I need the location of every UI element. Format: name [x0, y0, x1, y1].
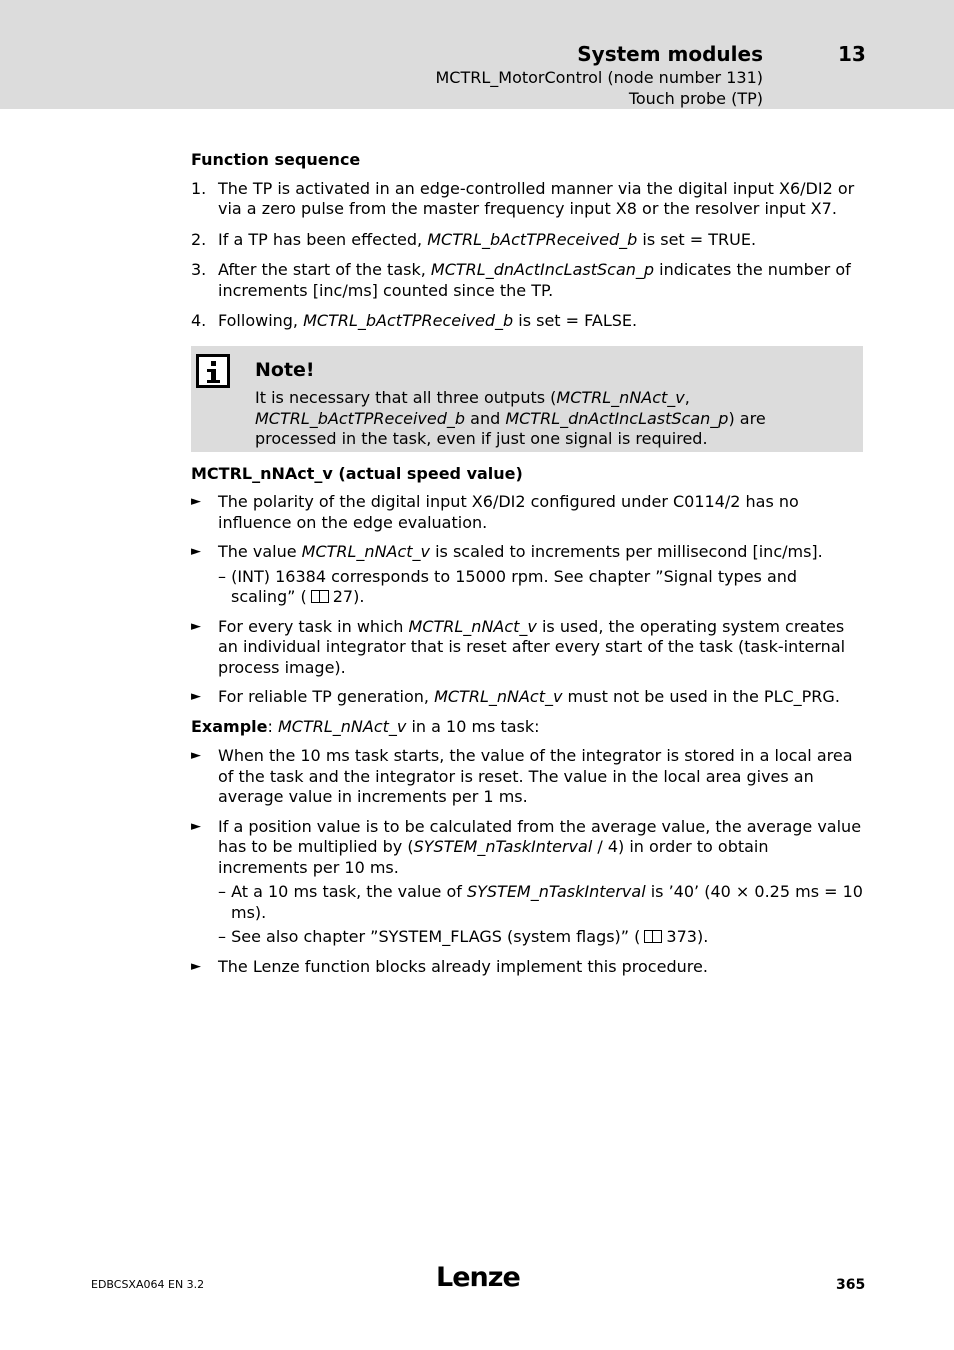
- item-text: For every task in which: [218, 616, 409, 636]
- variable-name: MCTRL_bActTPReceived_b: [427, 229, 638, 249]
- item-text: Following,: [218, 311, 304, 330]
- variable-name: MCTRL_nNAct_v: [278, 716, 407, 736]
- note-text: It is necessary that all three outputs (MCTRL_nNAct_v, MCTRL_bActTPReceived_b and MCTRL_dnActIncLastScan_p) are processed in the task, even if just one signal is required.: [255, 388, 766, 448]
- nnact-list: [191, 492, 863, 708]
- list-item: [191, 687, 863, 708]
- item-text: After the start of the task,: [218, 260, 431, 279]
- sub-item: – (INT) 16384 corresponds to 15000 rpm. See chapter ”Signal types and scaling” ( 27).: [218, 566, 798, 606]
- variable-name: MCTRL_dnActIncLastScan_p: [430, 260, 655, 279]
- page-reference[interactable]: 373: [666, 927, 697, 946]
- variable-name: SYSTEM_nTaskInterval: [413, 837, 593, 856]
- item-number: 1.: [191, 178, 207, 198]
- example-label: Example: [191, 716, 268, 736]
- item-text: The TP is activated in an edge-controlled manner via the digital input X6/DI2 or via a zero pulse from the master frequency input X8 or the resolver input X7.: [218, 178, 855, 218]
- list-item: [191, 542, 863, 608]
- item-text: must not be used in the PLC_PRG.: [562, 687, 840, 706]
- header-band: [0, 0, 954, 109]
- item-text: is set = FALSE.: [513, 311, 638, 330]
- bullet-arrow-icon: ►: [191, 748, 201, 763]
- list-item: [191, 179, 863, 220]
- sub-item: – At a 10 ms task, the value of SYSTEM_nTaskInterval is ’40’ (40 × 0.25 ms = 10 ms).: [218, 882, 863, 922]
- book-icon: [311, 590, 329, 603]
- item-text: is set = TRUE.: [637, 229, 757, 249]
- example-line: Example: MCTRL_nNAct_v in a 10 ms task:: [191, 716, 540, 736]
- page-number: 365: [836, 1277, 866, 1293]
- nnact-heading: MCTRL_nNAct_v (actual speed value): [191, 463, 523, 483]
- variable-name: MCTRL_nNAct_v: [434, 687, 563, 706]
- bullet-arrow-icon: ►: [191, 818, 201, 834]
- variable-name: MCTRL_bActTPReceived_b: [303, 311, 514, 330]
- item-number: 2.: [191, 229, 207, 249]
- item-text: / 4) in order to obtain increments per 10 ms.: [218, 837, 769, 877]
- note-title: Note!: [255, 358, 315, 381]
- list-item: [191, 492, 863, 533]
- list-item: [191, 260, 863, 301]
- function-sequence-heading: Function sequence: [191, 150, 361, 169]
- item-text: is used, the operating system creates an individual integrator that is reset after every start of the task (task-internal process image).: [218, 616, 846, 677]
- item-text: If a position value is to be calculated from the average value, the average value has to be multiplied by (: [218, 816, 862, 856]
- item-text: If a TP has been effected,: [218, 229, 428, 249]
- section-title: System modules: [577, 42, 763, 66]
- list-item: [191, 311, 863, 332]
- subsection-subtitle: Touch probe (TP): [628, 89, 763, 108]
- item-text: The value: [218, 542, 302, 561]
- lenze-logo: Lenze: [436, 1262, 520, 1293]
- page-reference[interactable]: 27: [332, 587, 354, 606]
- list-item: [191, 230, 863, 251]
- bullet-arrow-icon: ►: [191, 958, 201, 974]
- function-sequence-list: [191, 179, 863, 332]
- item-text: When the 10 ms task starts, the value of the integrator is stored in a local area of the task and the integrator is reset. The value in the local area gives an average value in increments per 1 ms.: [218, 746, 853, 806]
- section-subtitle: MCTRL_MotorControl (node number 131): [435, 68, 763, 87]
- list-item: [191, 957, 863, 978]
- list-item: [191, 617, 863, 679]
- book-icon: [644, 930, 662, 943]
- item-number: 4.: [191, 311, 207, 330]
- bullet-arrow-icon: ►: [191, 494, 201, 509]
- bullet-arrow-icon: ►: [191, 544, 201, 559]
- document-code: EDBCSXA064 EN 3.2: [91, 1278, 205, 1291]
- list-item: [191, 817, 863, 948]
- chapter-number: 13: [838, 42, 866, 66]
- item-text: The polarity of the digital input X6/DI2 configured under C0114/2 has no influence on the edge evaluation.: [218, 492, 799, 532]
- bullet-arrow-icon: ►: [191, 689, 201, 704]
- page-content: [191, 150, 863, 986]
- list-item: [191, 746, 863, 808]
- example-list: [191, 746, 863, 977]
- bullet-arrow-icon: ►: [191, 618, 201, 634]
- item-text: For reliable TP generation,: [218, 687, 435, 706]
- info-icon: [196, 354, 230, 388]
- note-box: [191, 346, 863, 452]
- variable-name: MCTRL_nNAct_v: [301, 542, 431, 561]
- item-number: 3.: [191, 260, 207, 279]
- item-text: indicates the number of increments [inc/ms] counted since the TP.: [218, 260, 851, 300]
- sub-item: – See also chapter ”SYSTEM_FLAGS (system flags)” ( 373).: [218, 927, 709, 946]
- variable-name: MCTRL_nNAct_v: [408, 616, 537, 636]
- item-text: is scaled to increments per millisecond [inc/ms].: [430, 542, 823, 561]
- item-text: The Lenze function blocks already implement this procedure.: [218, 956, 708, 976]
